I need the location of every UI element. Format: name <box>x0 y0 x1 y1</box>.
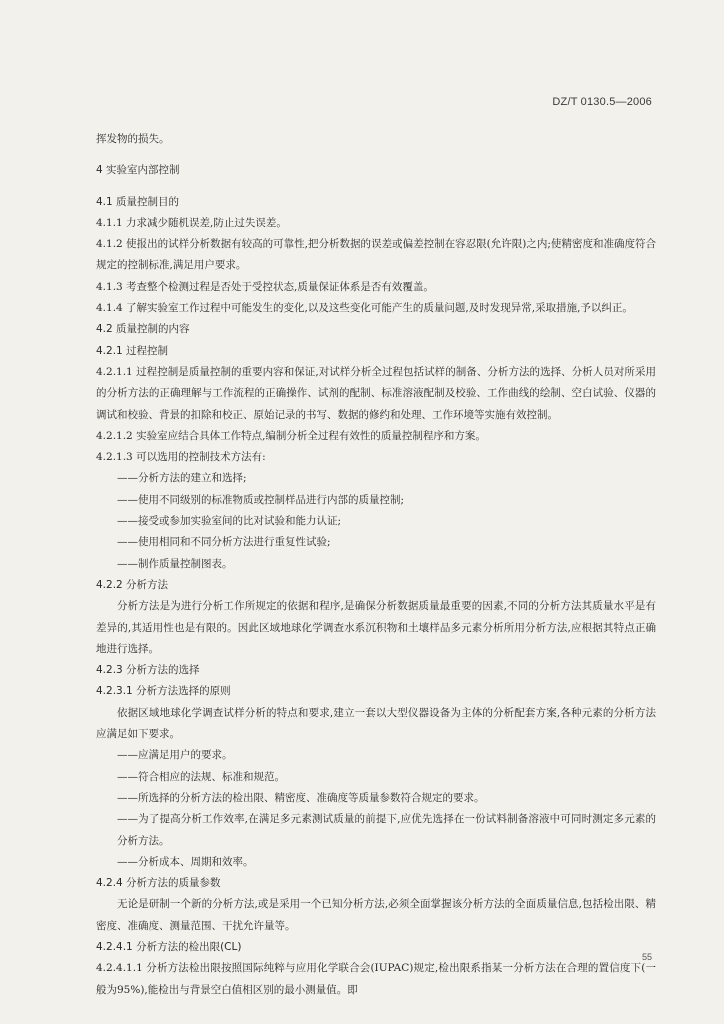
document-body <box>96 129 656 1001</box>
list-item: ——符合相应的法规、标准和规范。 <box>117 770 285 783</box>
list-item: ——分析方法的建立和选择; <box>117 472 247 485</box>
clause: 4.2.4.1.1 分析方法检出限按照国际纯粹与应用化学联合会(IUPAC)规定,检出限系指某一分析方法在合理的置信度下(一般为95%),能检出与背景空白值相区别的最小测量值。即 <box>96 962 656 996</box>
paragraph: 依据区域地球化学调查试样分析的特点和要求,建立一套以大型仪器设备为主体的分析配套方案,各种元素的分析方法应满足如下要求。 <box>96 706 656 741</box>
section-heading: 4.2 质量控制的内容 <box>96 323 190 336</box>
list-item: ——制作质量控制图表。 <box>117 557 233 570</box>
list-item: ——接受或参加实验室间的比对试验和能力认证; <box>117 515 342 528</box>
list-item: ——使用不同级别的标准物质或控制样品进行内部的质量控制; <box>117 493 405 506</box>
section-heading: 4.2.3.1 分析方法选择的原则 <box>96 685 231 698</box>
standard-code-header: DZ/T 0130.5—2006 <box>552 96 652 108</box>
section-heading: 4.2.1 过程控制 <box>96 344 169 357</box>
list-item: ——分析成本、周期和效率。 <box>117 855 254 868</box>
clause: 4.2.1.1 过程控制是质量控制的重要内容和保证,对试样分析全过程包括试样的制备、分析方法的选择、分析人员对所采用的分析方法的正确理解与工作流程的正确操作、试剂的配制、标准溶液配制及校验、工作曲线的绘制、空白试验、仪器的调试和校验、背景的扣除和校正、原始记录的书写、数据的修约和处理、工作环境等实施有效控制。 <box>96 365 656 421</box>
section-heading: 4.2.2 分析方法 <box>96 578 169 591</box>
clause: 4.1.1 力求减少随机误差,防止过失误差。 <box>96 216 287 229</box>
section-heading: 4.2.4 分析方法的质量参数 <box>96 877 221 890</box>
clause: 4.1.2 使报出的试样分析数据有较高的可靠性,把分析数据的误差或偏差控制在容忍限(允许限)之内;使精密度和准确度符合规定的控制标准,满足用户要求。 <box>96 238 656 272</box>
clause: 4.1.3 考查整个检测过程是否处于受控状态,质量保证体系是否有效覆盖。 <box>96 280 434 293</box>
text-line: 挥发物的损失。 <box>96 133 170 145</box>
list-item: ——所选择的分析方法的检出限、精密度、准确度等质量参数符合规定的要求。 <box>117 791 485 804</box>
list-item: ——为了提高分析工作效率,在满足多元素测试质量的前提下,应优先选择在一份试料制备溶液中可同时测定多元素的分析方法。 <box>117 813 656 847</box>
page-number: 55 <box>641 952 652 962</box>
paragraph: 分析方法是为进行分析工作所规定的依据和程序,是确保分析数据质量最重要的因素,不同的分析方法其质量水平是有差异的,其适用性也是有限的。因此区域地球化学调查水系沉积物和土壤样品多元素分析所用分析方法,应根据其特点正确地进行选择。 <box>96 600 656 655</box>
clause: 4.2.1.2 实验室应结合具体工作特点,编制分析全过程有效性的质量控制程序和方案。 <box>96 429 486 442</box>
clause: 4.2.1.3 可以选用的控制技术方法有: <box>96 451 266 464</box>
section-heading: 4.2.4.1 分析方法的检出限(CL) <box>96 940 242 953</box>
section-heading: 4.1 质量控制目的 <box>96 195 180 208</box>
list-item: ——使用相同和不同分析方法进行重复性试验; <box>117 536 331 549</box>
paragraph: 无论是研制一个新的分析方法,或是采用一个已知分析方法,必须全面掌握该分析方法的全面质量信息,包括检出限、精密度、准确度、测量范围、干扰允许量等。 <box>96 898 656 932</box>
section-heading: 4.2.3 分析方法的选择 <box>96 664 200 677</box>
list-item: ——应满足用户的要求。 <box>117 749 233 762</box>
clause: 4.1.4 了解实验室工作过程中可能发生的变化,以及这些变化可能产生的质量问题,及时发现异常,采取措施,予以纠正。 <box>96 302 633 315</box>
section-heading: 4 实验室内部控制 <box>96 164 180 177</box>
